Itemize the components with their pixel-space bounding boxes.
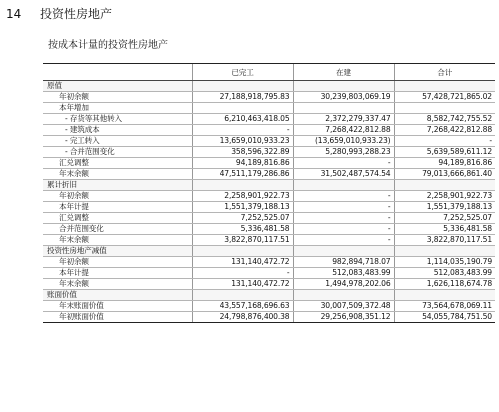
cell-total: 1,114,035,190.79: [394, 257, 495, 268]
table-row: [43, 158, 495, 169]
row-label: 年初余额: [43, 257, 192, 268]
cell-completed: 1,551,379,188.13: [192, 202, 293, 213]
cell-total: 7,268,422,812.88: [394, 125, 495, 136]
row-label: 年末账面价值: [43, 301, 192, 312]
cell-total: [394, 81, 495, 92]
row-label: 年末余额: [43, 235, 192, 246]
cell-total: 1,626,118,674.78: [394, 279, 495, 290]
cell-completed: 6,210,463,418.05: [192, 114, 293, 125]
cell-under-construction: [293, 290, 394, 301]
column-header-under-construction: 在建: [293, 64, 394, 81]
cell-total: 512,083,483.99: [394, 268, 495, 279]
cell-completed: 358,596,322.89: [192, 147, 293, 158]
table-row: [43, 279, 495, 290]
cell-completed: [192, 103, 293, 114]
cell-total: [394, 246, 495, 257]
table-row: [43, 125, 495, 136]
table-row: [43, 114, 495, 125]
cell-total: 8,582,742,755.52: [394, 114, 495, 125]
row-label: 本年计提: [43, 268, 192, 279]
cell-under-construction: 1,494,978,202.06: [293, 279, 394, 290]
cell-total: 73,564,678,069.11: [394, 301, 495, 312]
table-subtitle: 按成本计量的投资性房地产: [48, 40, 168, 51]
cell-completed: -: [192, 125, 293, 136]
cell-total: 54,055,784,751.50: [394, 312, 495, 323]
table-body: [43, 81, 495, 323]
cell-completed: 7,252,525.07: [192, 213, 293, 224]
cell-completed: [192, 246, 293, 257]
cell-completed: 94,189,816.86: [192, 158, 293, 169]
cell-under-construction: 512,083,483.99: [293, 268, 394, 279]
table-row: [43, 136, 495, 147]
cell-under-construction: -: [293, 191, 394, 202]
table-row: [43, 235, 495, 246]
table-row: [43, 103, 495, 114]
row-label: - 合并范围变化: [43, 147, 192, 158]
cell-total: 2,258,901,922.73: [394, 191, 495, 202]
cell-total: -: [394, 136, 495, 147]
cell-under-construction: 7,268,422,812.88: [293, 125, 394, 136]
row-label: 汇兑调整: [43, 158, 192, 169]
table-row: [43, 257, 495, 268]
row-label: 年初余额: [43, 191, 192, 202]
table-group-row: [43, 180, 495, 191]
cell-total: 1,551,379,188.13: [394, 202, 495, 213]
section-header: [6, 6, 112, 22]
cell-completed: 5,336,481.58: [192, 224, 293, 235]
cell-under-construction: 30,007,509,372.48: [293, 301, 394, 312]
cell-total: [394, 103, 495, 114]
row-label: - 完工转入: [43, 136, 192, 147]
row-label: 合并范围变化: [43, 224, 192, 235]
cell-completed: [192, 180, 293, 191]
table-row: [43, 312, 495, 323]
table-group-row: [43, 290, 495, 301]
cell-total: 7,252,525.07: [394, 213, 495, 224]
row-label: 年初账面价值: [43, 312, 192, 323]
cell-completed: 43,557,168,696.63: [192, 301, 293, 312]
cell-under-construction: -: [293, 235, 394, 246]
table-header-row: [43, 64, 495, 81]
table-group-row: [43, 81, 495, 92]
cell-under-construction: 982,894,718.07: [293, 257, 394, 268]
column-header-label: [43, 64, 192, 81]
cell-completed: -: [192, 268, 293, 279]
row-label: 汇兑调整: [43, 213, 192, 224]
section-title: 投资性房地产: [40, 7, 113, 21]
cell-under-construction: [293, 81, 394, 92]
column-header-total: 合计: [394, 64, 495, 81]
cell-completed: 131,140,472.72: [192, 279, 293, 290]
row-label: 本年增加: [43, 103, 192, 114]
cell-under-construction: -: [293, 202, 394, 213]
table-row: [43, 202, 495, 213]
cell-under-construction: 2,372,279,337.47: [293, 114, 394, 125]
cell-under-construction: 31,502,487,574.54: [293, 169, 394, 180]
cell-total: 3,822,870,117.51: [394, 235, 495, 246]
cell-under-construction: 5,280,993,288.23: [293, 147, 394, 158]
table-row: [43, 92, 495, 103]
column-header-completed: 已完工: [192, 64, 293, 81]
cell-completed: [192, 81, 293, 92]
cell-completed: 47,511,179,286.86: [192, 169, 293, 180]
cell-under-construction: (13,659,010,933.23): [293, 136, 394, 147]
cell-completed: [192, 290, 293, 301]
row-label: 年末余额: [43, 279, 192, 290]
table-group-row: [43, 246, 495, 257]
cell-under-construction: [293, 180, 394, 191]
cell-under-construction: 30,239,803,069.19: [293, 92, 394, 103]
cell-completed: 2,258,901,922.73: [192, 191, 293, 202]
table-row: [43, 147, 495, 158]
table-row: [43, 268, 495, 279]
cell-under-construction: -: [293, 224, 394, 235]
table-row: [43, 224, 495, 235]
cell-total: 79,013,666,861.40: [394, 169, 495, 180]
investment-property-table: [43, 63, 495, 323]
cell-completed: 24,798,876,400.38: [192, 312, 293, 323]
cell-total: [394, 180, 495, 191]
table-row: [43, 191, 495, 202]
cell-under-construction: -: [293, 213, 394, 224]
row-label: 账面价值: [43, 290, 192, 301]
cell-completed: 131,140,472.72: [192, 257, 293, 268]
cell-completed: 3,822,870,117.51: [192, 235, 293, 246]
section-number: 14: [6, 7, 22, 21]
row-label: 年初余额: [43, 92, 192, 103]
row-label: 本年计提: [43, 202, 192, 213]
table-row: [43, 169, 495, 180]
row-label: 原值: [43, 81, 192, 92]
cell-under-construction: 29,256,908,351.12: [293, 312, 394, 323]
cell-completed: 27,188,918,795.83: [192, 92, 293, 103]
row-label: - 存货等其他转入: [43, 114, 192, 125]
cell-total: 5,336,481.58: [394, 224, 495, 235]
cell-under-construction: [293, 103, 394, 114]
cell-total: [394, 290, 495, 301]
cell-total: 57,428,721,865.02: [394, 92, 495, 103]
table-row: [43, 301, 495, 312]
cell-under-construction: [293, 246, 394, 257]
cell-under-construction: -: [293, 158, 394, 169]
cell-total: 5,639,589,611.12: [394, 147, 495, 158]
table-row: [43, 213, 495, 224]
row-label: 累计折旧: [43, 180, 192, 191]
row-label: 年末余额: [43, 169, 192, 180]
cell-completed: 13,659,010,933.23: [192, 136, 293, 147]
cell-total: 94,189,816.86: [394, 158, 495, 169]
row-label: - 建筑成本: [43, 125, 192, 136]
row-label: 投资性房地产减值: [43, 246, 192, 257]
